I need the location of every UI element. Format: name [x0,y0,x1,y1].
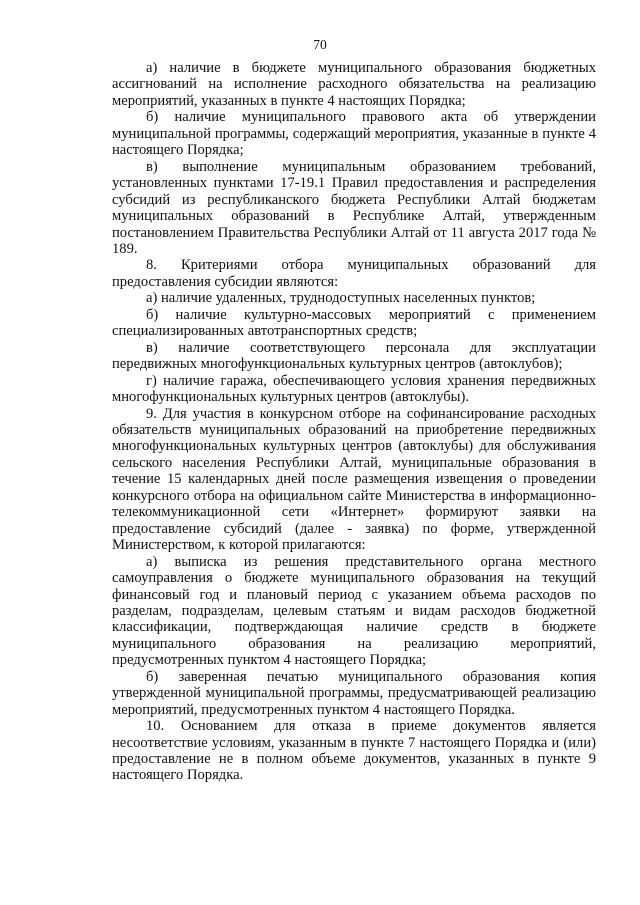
paragraph-1a-budget-allocations: а) наличие в бюджете муниципального образования бюджетных ассигнований на исполнение расходного обязательства на реализацию мероприятий, указанных в пункте 4 настоящих Порядка; [112,60,596,109]
paragraph-8-criteria: 8. Критериями отбора муниципальных образований для предоставления субсидии являются: [112,257,596,290]
paragraph-10-refusal-grounds: 10. Основанием для отказа в приеме документов является несоответствие условиям, указанным в пункте 7 настоящего Порядка и (или) предоставление не в полном объеме документов, указанных в пункте 9 настоящего Порядка. [112,718,596,784]
paragraph-9-participation: 9. Для участия в конкурсном отборе на софинансирование расходных обязательств муниципальных образований на приобретение передвижных многофункциональных культурных центров (автоклубы) для обслуживания сельского населения Республики Алтай, муниципальные образования в течение 15 календарных дней после размещения извещения о проведении конкурсного отбора на официальном сайте Министерства в информационно-телекоммуникационной сети «Интернет» формируют заявки на предоставление субсидий (далее - заявка) по форме, утвержденной Министерством, к которой прилагаются: [112,405,596,554]
paragraph-1c-requirements: в) выполнение муниципальным образованием требований, установленных пунктами 17-19.1 Правил предоставления и распределения субсидий из республиканского бюджета Республики Алтай бюджетам муниципальных образований в Республике Алтай, утвержденным постановлением Правительства Республики Алтай от 11 августа 2017 года № 189. [112,158,596,257]
paragraph-8c-personnel: в) наличие соответствующего персонала для эксплуатации передвижных многофункциональных культурных центров (автоклубов); [112,339,596,373]
paragraph-8b-cultural-events: б) наличие культурно-массовых мероприятий с применением специализированных автотранспортных средств; [112,306,596,340]
document-body [112,60,596,784]
paragraph-8d-garage: г) наличие гаража, обеспечивающего условия хранения передвижных многофункциональных культурных центров (автоклубы). [112,372,596,406]
paragraph-1b-municipal-act: б) наличие муниципального правового акта об утверждении муниципальной программы, содержащий мероприятия, указанные в пункте 4 настоящего Порядка; [112,109,596,159]
paragraph-9b-program-copy: б) заверенная печатью муниципального образования копия утвержденной муниципальной программы, предусматривающей реализацию мероприятий, предусмотренных пунктом 4 настоящего Порядка. [112,668,596,718]
paragraph-8a-remote-settlements: а) наличие удаленных, труднодоступных населенных пунктов; [146,290,536,307]
page-number: 70 [313,37,327,52]
paragraph-9a-budget-extract: а) выписка из решения представительного органа местного самоуправления о бюджете муниципального образования на текущий финансовый год и плановый период с указанием объема расходов по разделам, подразделам, целевым статьям и видам расходов бюджетной классификации, подтверждающая наличие средств в бюджете муниципального образования на реализацию мероприятий, предусмотренных пунктом 4 настоящего Порядка; [112,553,596,669]
